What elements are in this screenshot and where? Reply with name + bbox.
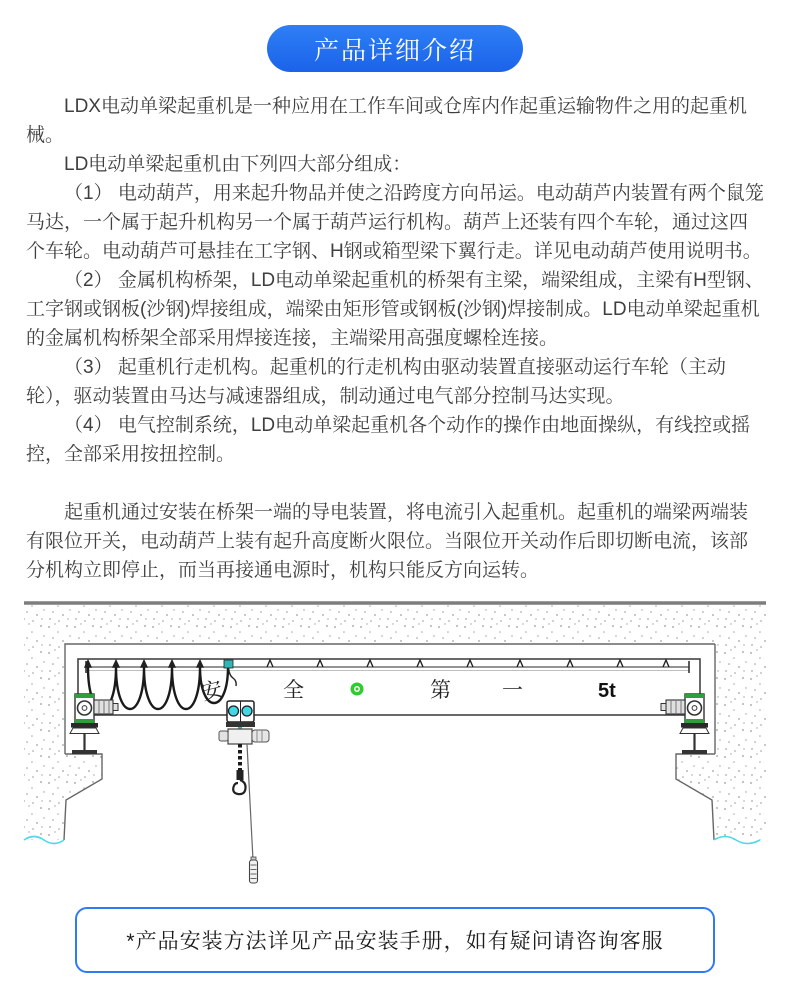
pendant-control: [250, 857, 258, 883]
wheel-icon: [688, 701, 702, 715]
electric-hoist: [219, 701, 269, 883]
beam-label-yi: 一: [502, 679, 523, 702]
closing-paragraph: 起重机通过安装在桥架一端的导电装置，将电流引入起重机。起重机的端梁两端装有限位开关，电动葫芦上装有起升高度断火限位。当限位开关动作后即切断电流，该部分机构立即停止，而当再接通电源时，机构只能反方向运转。: [26, 502, 749, 581]
trolley-wheel-icon: [242, 706, 252, 716]
installation-note: *产品安装方法详见产品安装手册，如有疑问请咨询客服: [75, 907, 715, 973]
runway-beam-icon: [682, 750, 707, 754]
beam-label-di: 第: [430, 679, 451, 702]
hook-icon: [233, 780, 245, 794]
end-truck-right: [661, 694, 709, 754]
safety-logo-icon: [351, 683, 364, 696]
page-title: 产品详细介绍: [267, 25, 523, 72]
product-description: [0, 72, 790, 585]
intro-paragraph: LDX电动单梁起重机是一种应用在工作车间或仓库内作起重运输物件之用的起重机械。: [26, 96, 747, 146]
intro-paragraph: （1） 电动葫芦，用来起升物品并使之沿跨度方向吊运。电动葫芦内装置有两个鼠笼马达，一个属于起升机构另一个属于葫芦运行机构。葫芦上还装有四个车轮，通过这四个车轮。电动葫芦可悬挂在工字钢、H钢或箱型梁下翼行走。详见电动葫芦使用说明书。: [26, 183, 764, 262]
bridge-girder: [78, 659, 700, 715]
crane-diagram: [20, 597, 770, 892]
hoist-body: [228, 729, 252, 744]
hoist-motor-icon: [252, 730, 269, 742]
header: [0, 0, 790, 72]
cable-connector-icon: [224, 660, 233, 668]
wheel-icon: [78, 701, 92, 715]
capacity-label: 5t: [598, 680, 616, 702]
intro-paragraph: （4） 电气控制系统，LD电动单梁起重机各个动作的操作由地面操纵，有线控或摇控，全部采用按扭控制。: [26, 415, 751, 465]
beam-label-an: 安: [198, 677, 225, 705]
end-truck-left: [70, 694, 118, 754]
beam-label-quan: 全: [283, 679, 304, 702]
intro-paragraph: LD电动单梁起重机由下列四大部分组成：: [64, 154, 412, 175]
ceiling: [24, 603, 766, 644]
footer: [0, 897, 790, 979]
crane-diagram-container: [0, 585, 790, 897]
runway-beam-icon: [72, 750, 97, 754]
trolley-wheel-icon: [229, 706, 239, 716]
intro-paragraph: （3） 起重机行走机构。起重机的行走机构由驱动装置直接驱动运行车轮（主动轮），驱动装置由马达与减速器组成，制动通过电气部分控制马达实现。: [26, 357, 726, 407]
intro-paragraph: （2） 金属机构桥架，LD电动单梁起重机的桥架有主梁，端梁组成，主梁有H型钢、工字钢或钢板(沙钢)焊接组成，端梁由矩形管或钢板(沙钢)焊接制成。LD电动单梁起重机的金属机构桥架全部采用焊接连接，主端梁用高强度螺栓连接。: [26, 270, 764, 349]
pendant-cable: [247, 744, 253, 860]
